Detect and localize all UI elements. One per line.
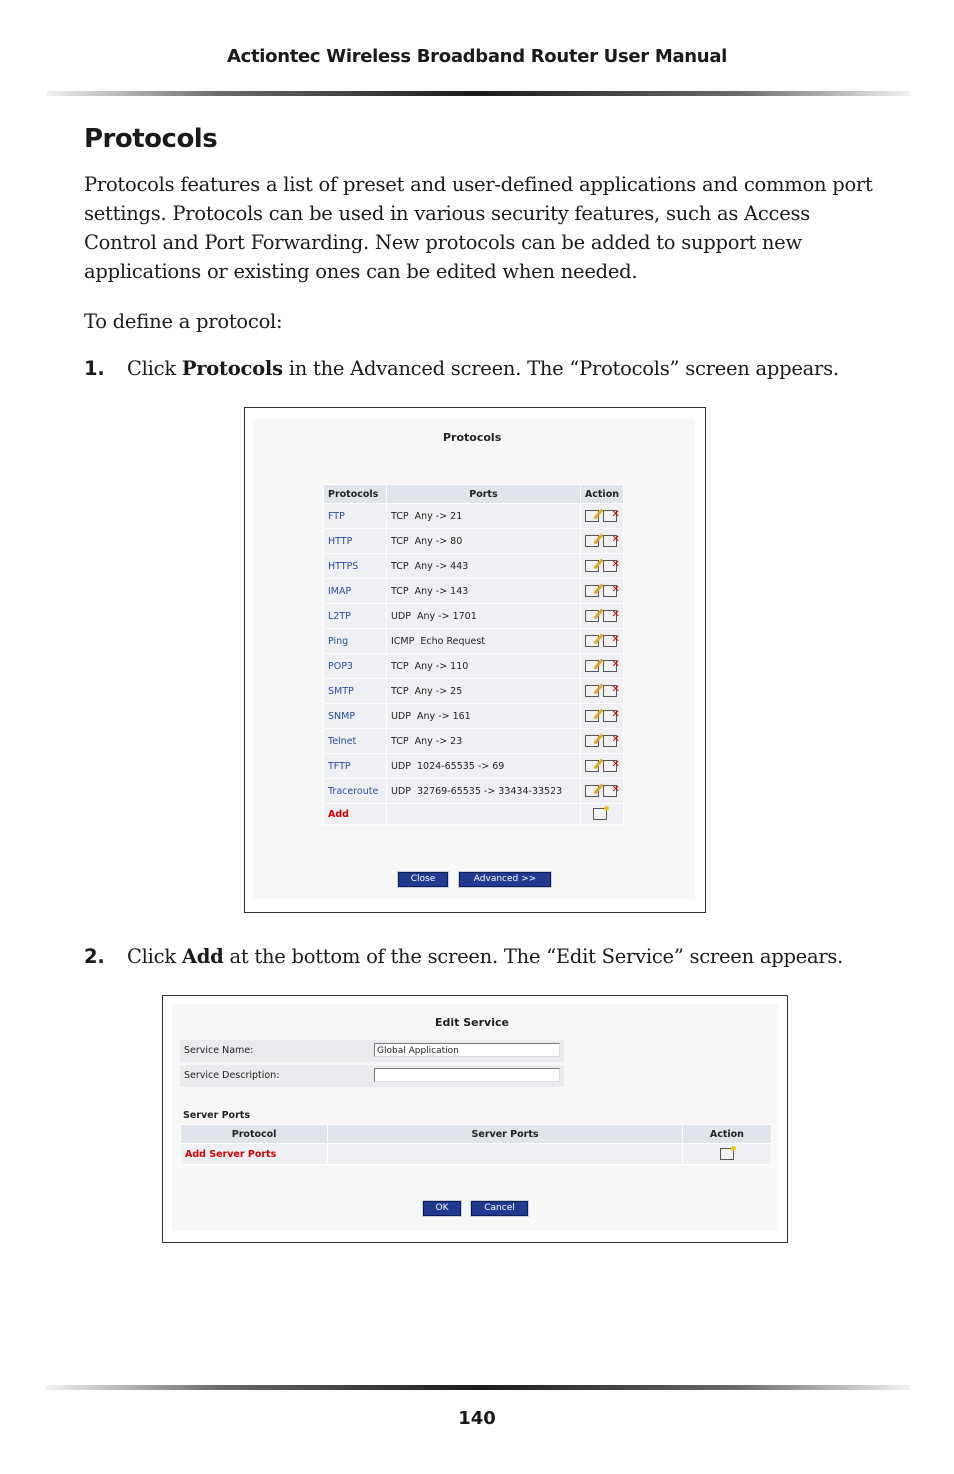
protocol-name-link[interactable]: L2TP bbox=[324, 604, 387, 629]
protocol-ports: TCP Any -> 21 bbox=[386, 504, 580, 529]
protocol-name-link[interactable]: POP3 bbox=[324, 654, 387, 679]
delete-icon[interactable] bbox=[603, 585, 617, 597]
footer-rule bbox=[46, 1385, 910, 1390]
ok-button[interactable]: OK bbox=[423, 1201, 461, 1216]
add-row bbox=[324, 804, 624, 825]
column-header: Ports bbox=[386, 485, 580, 504]
protocol-name-link[interactable]: SMTP bbox=[324, 679, 387, 704]
table-row bbox=[324, 654, 624, 679]
add-action-cell bbox=[682, 1144, 771, 1165]
header-rule bbox=[46, 91, 910, 96]
protocol-ports: TCP Any -> 80 bbox=[386, 529, 580, 554]
edit-icon[interactable] bbox=[585, 760, 599, 772]
protocol-ports: UDP Any -> 161 bbox=[386, 704, 580, 729]
table-header-row bbox=[181, 1125, 772, 1144]
step-text bbox=[127, 945, 843, 968]
column-header: Action bbox=[580, 485, 623, 504]
add-server-ports-row bbox=[181, 1144, 772, 1165]
edit-icon[interactable] bbox=[585, 735, 599, 747]
step-text-pre: Click bbox=[127, 357, 182, 380]
edit-icon[interactable] bbox=[585, 535, 599, 547]
delete-icon[interactable] bbox=[603, 660, 617, 672]
edit-icon[interactable] bbox=[585, 510, 599, 522]
delete-icon[interactable] bbox=[603, 785, 617, 797]
server-ports-heading: Server Ports bbox=[183, 1110, 250, 1121]
edit-icon[interactable] bbox=[585, 785, 599, 797]
action-cell bbox=[580, 554, 623, 579]
table-header-row bbox=[324, 485, 624, 504]
table-row bbox=[324, 754, 624, 779]
protocol-ports: UDP 32769-65535 -> 33434-33523 bbox=[386, 779, 580, 804]
service-name-row bbox=[180, 1040, 564, 1062]
edit-icon[interactable] bbox=[585, 610, 599, 622]
lead-paragraph: To define a protocol: bbox=[84, 310, 283, 333]
edit-service-title: Edit Service bbox=[435, 1016, 509, 1029]
protocol-ports: TCP Any -> 23 bbox=[386, 729, 580, 754]
delete-icon[interactable] bbox=[603, 710, 617, 722]
edit-icon[interactable] bbox=[585, 685, 599, 697]
protocol-name-link[interactable]: SNMP bbox=[324, 704, 387, 729]
delete-icon[interactable] bbox=[603, 560, 617, 572]
edit-icon[interactable] bbox=[585, 560, 599, 572]
protocol-name-link[interactable]: TFTP bbox=[324, 754, 387, 779]
protocol-ports: UDP Any -> 1701 bbox=[386, 604, 580, 629]
protocol-name-link[interactable]: HTTPS bbox=[324, 554, 387, 579]
step-text-bold: Add bbox=[181, 945, 224, 968]
delete-icon[interactable] bbox=[603, 610, 617, 622]
intro-paragraph: Protocols features a list of preset and user-defined applications and common port settings. Protocols can be used in various security features, such as Access Control and Port Forwarding. New protocols can be added to support new applications or existing ones can be edited when needed. bbox=[84, 173, 873, 283]
action-cell bbox=[580, 754, 623, 779]
add-icon[interactable] bbox=[720, 1148, 734, 1160]
service-description-input[interactable] bbox=[374, 1068, 560, 1082]
page-number: 140 bbox=[458, 1408, 496, 1429]
action-cell bbox=[580, 704, 623, 729]
add-link[interactable]: Add bbox=[324, 804, 387, 825]
delete-icon[interactable] bbox=[603, 510, 617, 522]
table-row bbox=[324, 529, 624, 554]
table-row bbox=[324, 629, 624, 654]
add-icon[interactable] bbox=[593, 808, 607, 820]
delete-icon[interactable] bbox=[603, 685, 617, 697]
step-number: 2. bbox=[84, 945, 105, 968]
add-action-cell bbox=[580, 804, 623, 825]
table-row bbox=[324, 504, 624, 529]
table-row bbox=[324, 554, 624, 579]
step-text-post: in the Advanced screen. The “Protocols” screen appears. bbox=[282, 357, 839, 380]
protocol-ports: TCP Any -> 143 bbox=[386, 579, 580, 604]
protocol-ports: ICMP Echo Request bbox=[386, 629, 580, 654]
action-cell bbox=[580, 729, 623, 754]
step-text-pre: Click bbox=[127, 945, 182, 968]
close-button[interactable]: Close bbox=[398, 872, 448, 887]
protocols-table bbox=[323, 484, 624, 825]
protocol-name-link[interactable]: Ping bbox=[324, 629, 387, 654]
table-row bbox=[324, 779, 624, 804]
action-cell bbox=[580, 679, 623, 704]
edit-icon[interactable] bbox=[585, 660, 599, 672]
step-text-bold: Protocols bbox=[181, 357, 283, 380]
delete-icon[interactable] bbox=[603, 735, 617, 747]
action-cell bbox=[580, 579, 623, 604]
action-cell bbox=[580, 654, 623, 679]
column-header: Action bbox=[682, 1125, 771, 1144]
table-row bbox=[324, 704, 624, 729]
protocol-name-link[interactable]: Traceroute bbox=[324, 779, 387, 804]
protocols-screenshot bbox=[244, 407, 706, 913]
action-cell bbox=[580, 529, 623, 554]
action-cell bbox=[580, 604, 623, 629]
action-cell bbox=[580, 779, 623, 804]
action-cell bbox=[580, 629, 623, 654]
column-header: Protocols bbox=[324, 485, 387, 504]
edit-service-screenshot bbox=[162, 995, 788, 1243]
step-number: 1. bbox=[84, 357, 105, 380]
manual-header-title: Actiontec Wireless Broadband Router User Manual bbox=[226, 46, 728, 67]
protocol-name-link[interactable]: FTP bbox=[324, 504, 387, 529]
table-row bbox=[324, 729, 624, 754]
table-row bbox=[324, 679, 624, 704]
protocol-name-link[interactable]: Telnet bbox=[324, 729, 387, 754]
delete-icon[interactable] bbox=[603, 760, 617, 772]
section-heading: Protocols bbox=[84, 124, 218, 154]
step-text bbox=[127, 357, 839, 380]
cancel-button[interactable]: Cancel bbox=[471, 1201, 528, 1216]
edit-icon[interactable] bbox=[585, 635, 599, 647]
column-header: Protocol bbox=[181, 1125, 328, 1144]
protocol-ports: UDP 1024-65535 -> 69 bbox=[386, 754, 580, 779]
empty-cell bbox=[328, 1144, 683, 1165]
step-text-post: at the bottom of the screen. The “Edit Service” screen appears. bbox=[223, 945, 844, 968]
server-ports-table bbox=[180, 1124, 772, 1165]
table-row bbox=[324, 604, 624, 629]
edit-icon[interactable] bbox=[585, 585, 599, 597]
protocol-name-link[interactable]: HTTP bbox=[324, 529, 387, 554]
delete-icon[interactable] bbox=[603, 535, 617, 547]
table-row bbox=[324, 579, 624, 604]
advanced-button[interactable]: Advanced >> bbox=[459, 872, 551, 887]
service-name-input[interactable]: Global Application bbox=[374, 1043, 560, 1057]
protocol-name-link[interactable]: IMAP bbox=[324, 579, 387, 604]
protocol-ports: TCP Any -> 110 bbox=[386, 654, 580, 679]
add-server-ports-link[interactable]: Add Server Ports bbox=[181, 1144, 328, 1165]
service-description-label: Service Description: bbox=[184, 1070, 280, 1081]
service-name-label: Service Name: bbox=[184, 1045, 254, 1056]
empty-cell bbox=[386, 804, 580, 825]
protocol-ports: TCP Any -> 25 bbox=[386, 679, 580, 704]
action-cell bbox=[580, 504, 623, 529]
edit-icon[interactable] bbox=[585, 710, 599, 722]
delete-icon[interactable] bbox=[603, 635, 617, 647]
protocol-ports: TCP Any -> 443 bbox=[386, 554, 580, 579]
service-description-row bbox=[180, 1065, 564, 1087]
protocols-screen-title: Protocols bbox=[443, 431, 502, 444]
column-header: Server Ports bbox=[328, 1125, 683, 1144]
